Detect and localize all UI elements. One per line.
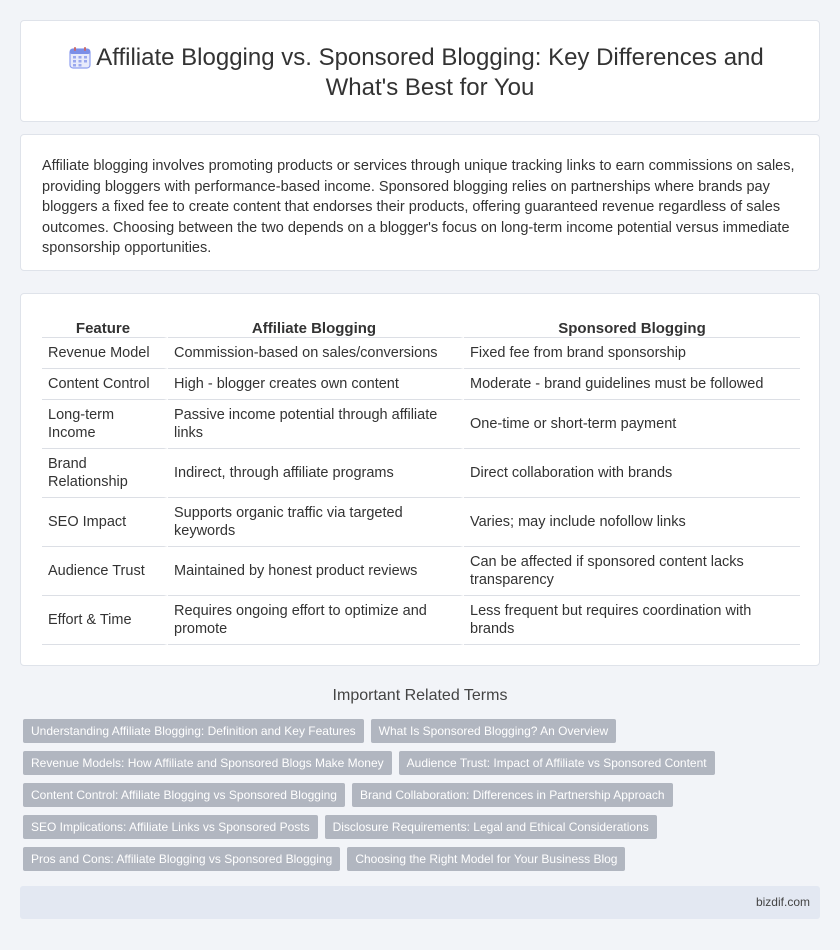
sponsored-cell: Less frequent but requires coordination with brands — [464, 596, 800, 645]
related-term-tag[interactable]: What Is Sponsored Blogging? An Overview — [371, 719, 616, 743]
sponsored-cell: Moderate - brand guidelines must be followed — [464, 369, 800, 400]
header-affiliate: Affiliate Blogging — [168, 316, 464, 338]
feature-cell: Revenue Model — [42, 338, 168, 369]
related-term-tag[interactable]: Content Control: Affiliate Blogging vs Sponsored Blogging — [23, 783, 345, 807]
related-term-tag[interactable]: Pros and Cons: Affiliate Blogging vs Sponsored Blogging — [23, 847, 340, 871]
feature-cell: Long-term Income — [42, 400, 168, 449]
header-sponsored: Sponsored Blogging — [464, 316, 800, 338]
page-title: Affiliate Blogging vs. Sponsored Blogging: Key Differences and What's Best for You — [96, 44, 764, 101]
sponsored-cell: Direct collaboration with brands — [464, 449, 800, 498]
table-row — [42, 547, 800, 596]
table-row — [42, 400, 800, 449]
comparison-table — [42, 316, 800, 645]
table-row — [42, 338, 800, 369]
table-header-row — [42, 316, 800, 338]
comparison-card — [20, 293, 820, 666]
feature-cell: Effort & Time — [42, 596, 168, 645]
related-term-tag[interactable]: Audience Trust: Impact of Affiliate vs Sponsored Content — [399, 751, 715, 775]
affiliate-cell: Maintained by honest product reviews — [168, 547, 464, 596]
affiliate-cell: Requires ongoing effort to optimize and promote — [168, 596, 464, 645]
related-terms-heading: Important Related Terms — [332, 687, 508, 704]
related-terms-list — [23, 719, 803, 879]
table-row — [42, 449, 800, 498]
related-term-tag[interactable]: Disclosure Requirements: Legal and Ethical Considerations — [325, 815, 657, 839]
sponsored-cell: Varies; may include nofollow links — [464, 498, 800, 547]
site-link[interactable]: bizdif.com — [755, 895, 810, 909]
feature-cell: Audience Trust — [42, 547, 168, 596]
table-row — [42, 498, 800, 547]
intro-card — [20, 134, 820, 271]
affiliate-cell: High - blogger creates own content — [168, 369, 464, 400]
related-term-tag[interactable]: Brand Collaboration: Differences in Partnership Approach — [352, 783, 673, 807]
sponsored-cell: Fixed fee from brand sponsorship — [464, 338, 800, 369]
footer-bar — [20, 886, 820, 919]
intro-paragraph: Affiliate blogging involves promoting products or services through unique tracking links to earn commissions on sales, providing bloggers with performance-based income. Sponsored blogging relies on partnerships where brands pay bloggers a fixed fee to create content that endorses their products, offering guaranteed revenue regardless of sales outcomes. Choosing between the two depends on a blogger's focus on long-term income potential versus immediate sponsorship opportunities. — [42, 158, 795, 256]
sponsored-cell: One-time or short-term payment — [464, 400, 800, 449]
affiliate-cell: Commission-based on sales/conversions — [168, 338, 464, 369]
affiliate-cell: Passive income potential through affiliate links — [168, 400, 464, 449]
feature-cell: SEO Impact — [42, 498, 168, 547]
affiliate-cell: Supports organic traffic via targeted keywords — [168, 498, 464, 547]
table-row — [42, 369, 800, 400]
related-term-tag[interactable]: Choosing the Right Model for Your Business Blog — [347, 847, 625, 871]
sponsored-cell: Can be affected if sponsored content lacks transparency — [464, 547, 800, 596]
related-term-tag[interactable]: SEO Implications: Affiliate Links vs Sponsored Posts — [23, 815, 318, 839]
feature-cell: Brand Relationship — [42, 449, 168, 498]
affiliate-cell: Indirect, through affiliate programs — [168, 449, 464, 498]
related-term-tag[interactable]: Understanding Affiliate Blogging: Definition and Key Features — [23, 719, 364, 743]
header-feature: Feature — [42, 316, 168, 338]
related-term-tag[interactable]: Revenue Models: How Affiliate and Sponsored Blogs Make Money — [23, 751, 392, 775]
title-card — [20, 20, 820, 122]
table-row — [42, 596, 800, 645]
feature-cell: Content Control — [42, 369, 168, 400]
